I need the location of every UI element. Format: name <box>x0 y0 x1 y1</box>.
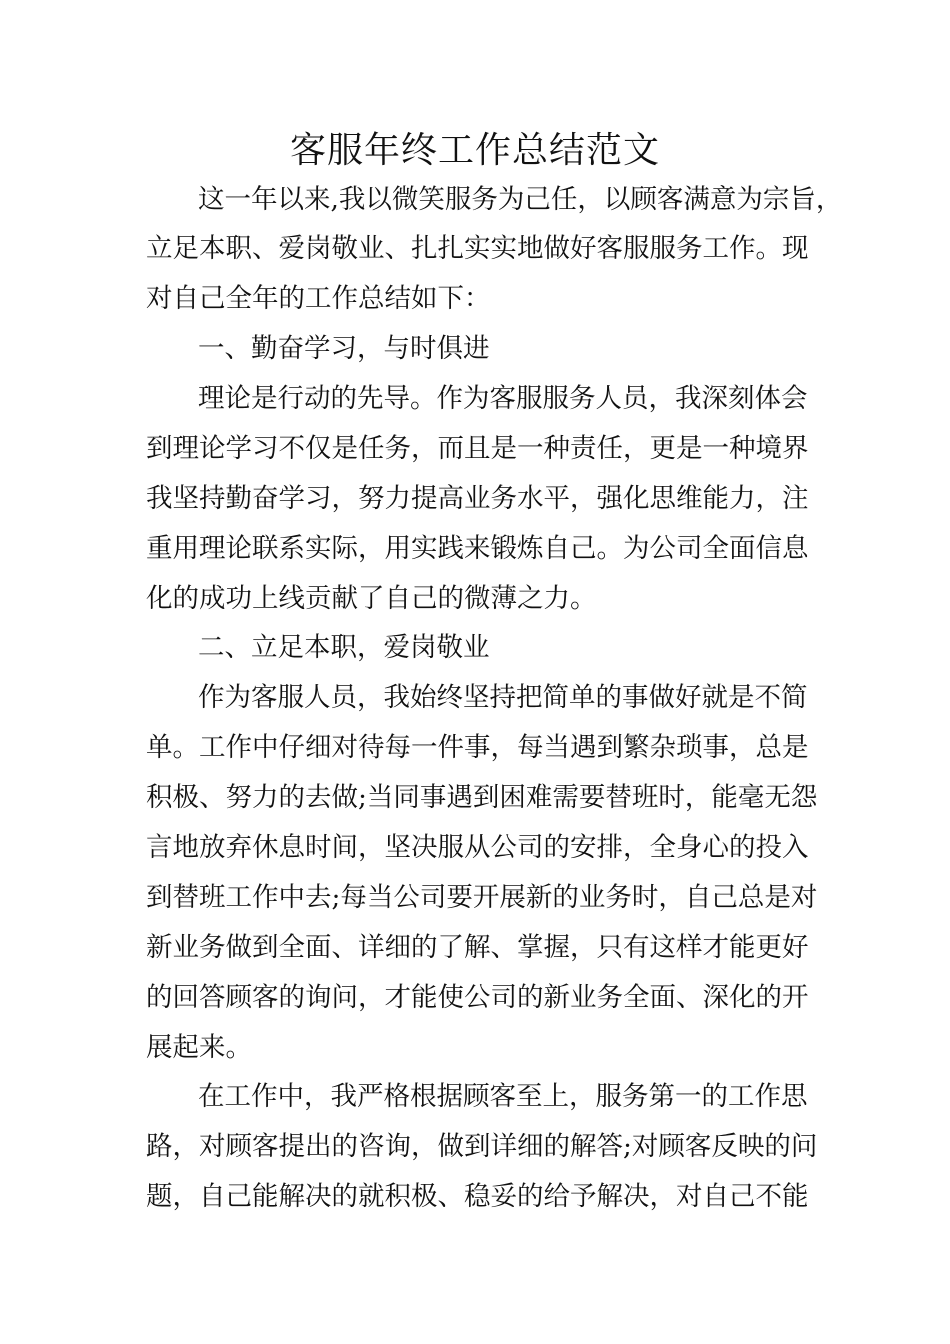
paragraph-line-9: 化的成功上线贡献了自己的微薄之力。 <box>146 583 597 614</box>
paragraph-line-3: 对自己全年的工作总结如下： <box>146 283 491 314</box>
paragraph-line-16: 新业务做到全面、详细的了解、掌握，只有这样才能更好 <box>146 932 809 963</box>
paragraph-line-2: 立足本职、爱岗敬业、扎扎实实地做好客服服务工作。现 <box>146 233 809 264</box>
paragraph-line-14: 言地放弃休息时间，坚决服从公司的安排，全身心的投入 <box>146 832 809 863</box>
paragraph-line-11: 作为客服人员，我始终坚持把简单的事做好就是不简 <box>198 682 808 713</box>
paragraph-line-8: 重用理论联系实际，用实践来锻炼自己。为公司全面信息 <box>146 533 809 564</box>
section-heading-1: 一、勤奋学习，与时俱进 <box>198 333 490 364</box>
paragraph-line-6: 到理论学习不仅是任务，而且是一种责任，更是一种境界 <box>146 433 809 464</box>
paragraph-line-7: 我坚持勤奋学习，努力提高业务水平，强化思维能力，注 <box>146 483 809 514</box>
section-heading-2: 二、立足本职，爱岗敬业 <box>198 632 490 663</box>
paragraph-line-19: 在工作中，我严格根据顾客至上，服务第一的工作思 <box>198 1081 808 1112</box>
paragraph-line-12: 单。工作中仔细对待每一件事，每当遇到繁杂琐事，总是 <box>146 732 809 763</box>
paragraph-line-18: 展起来。 <box>146 1032 252 1063</box>
paragraph-line-5: 理论是行动的先导。作为客服服务人员，我深刻体会 <box>198 383 808 414</box>
paragraph-line-1: 这一年以来,我以微笑服务为己任，以顾客满意为宗旨， <box>198 184 843 215</box>
paragraph-line-15: 到替班工作中去;每当公司要开展新的业务时，自己总是对 <box>146 882 818 913</box>
paragraph-line-21: 题，自己能解决的就积极、稳妥的给予解决，对自己不能 <box>146 1181 809 1212</box>
document-title: 客服年终工作总结范文 <box>289 130 660 171</box>
paragraph-line-17: 的回答顾客的询问，才能使公司的新业务全面、深化的开 <box>146 982 809 1013</box>
paragraph-line-20: 路，对顾客提出的咨询，做到详细的解答;对顾客反映的问 <box>146 1131 818 1162</box>
paragraph-line-13: 积极、努力的去做;当同事遇到困难需要替班时，能毫无怨 <box>146 782 818 813</box>
